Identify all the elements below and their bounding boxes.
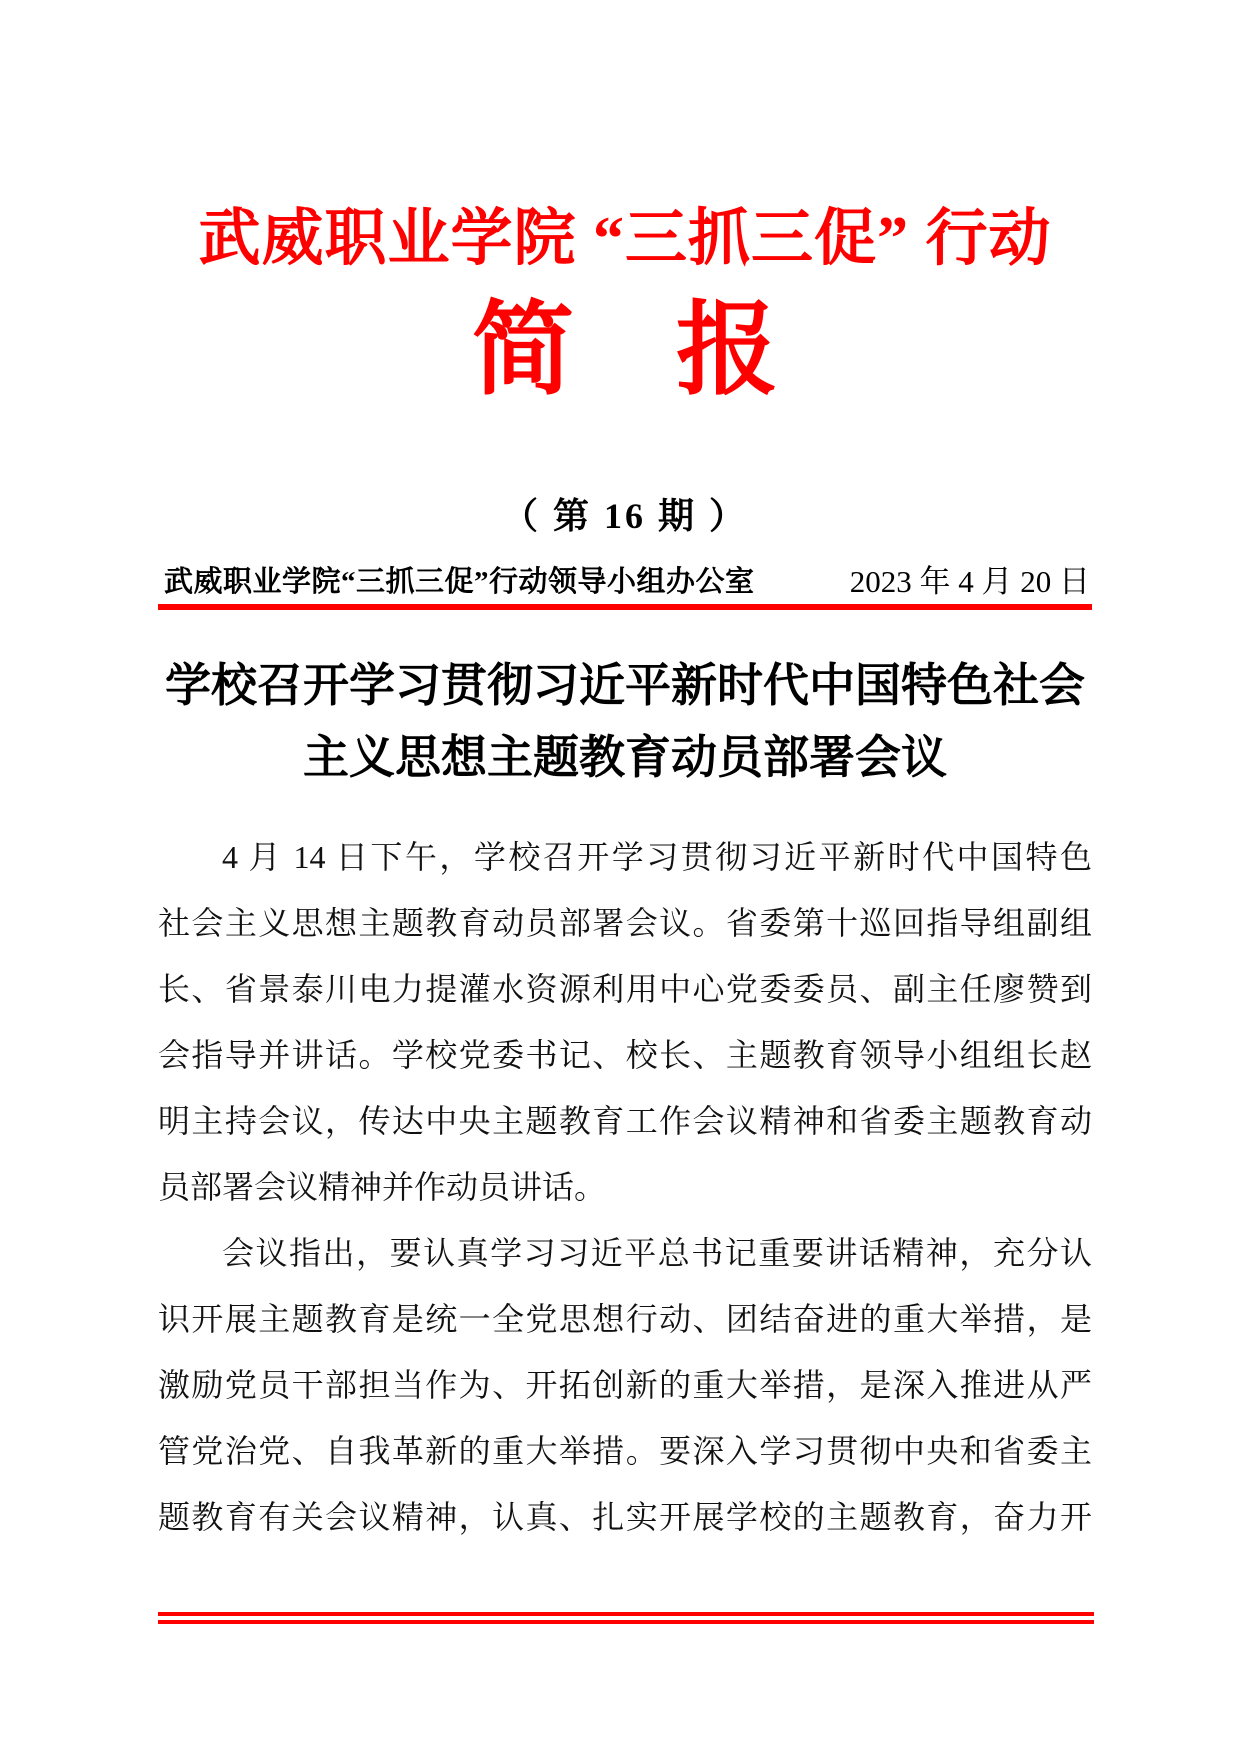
body-line: 社会主义思想主题教育动员部署会议。省委第十巡回指导组副组 (158, 905, 1092, 941)
body-line: 长、省景泰川电力提灌水资源利用中心党委委员、副主任廖赞到 (158, 971, 1092, 1007)
masthead-red-rule (158, 604, 1092, 610)
body-line: 4 月 14 日下午，学校召开学习贯彻习近平新时代中国特色 (222, 839, 1092, 875)
byline-row (158, 562, 1092, 602)
body-paragraph-2 (158, 1220, 1092, 1550)
article-heading (158, 650, 1092, 794)
body-line: 会议指出，要认真学习习近平总书记重要讲话精神，充分认 (222, 1235, 1092, 1271)
body-line: 明主持会议，传达中央主题教育工作会议精神和省委主题教育动 (158, 1103, 1092, 1139)
body-line: 激励党员干部担当作为、开拓创新的重大举措，是深入推进从严 (158, 1367, 1092, 1403)
body-paragraph-1 (158, 824, 1092, 1220)
issue-date: 2023 年 4 月 20 日 (849, 564, 1090, 599)
page-content (158, 0, 1092, 1550)
body-line: 管党治党、自我革新的重大举措。要深入学习贯彻中央和省委主 (158, 1433, 1092, 1469)
article-heading-line-2: 主义思想主题教育动员部署会议 (303, 732, 947, 783)
body-line: 题教育有关会议精神，认真、扎实开展学校的主题教育，奋力开 (158, 1499, 1092, 1535)
article-heading-line-1: 学校召开学习贯彻习近平新时代中国特色社会 (165, 660, 1085, 711)
issuing-office: 武威职业学院“三抓三促”行动领导小组办公室 (164, 566, 755, 598)
masthead-bulletin-title: 简 报 (472, 295, 778, 408)
body-line: 员部署会议精神并作动员讲话。 (158, 1169, 607, 1205)
body-line: 识开展主题教育是统一全党思想行动、团结奋进的重大举措，是 (158, 1301, 1092, 1337)
masthead-org-title: 武威职业学院 “三抓三促” 行动 (198, 205, 1052, 273)
article-body (158, 824, 1092, 1550)
issue-number: （ 第 16 期 ） (501, 496, 748, 536)
body-line: 会指导并讲话。学校党委书记、校长、主题教育领导小组组长赵 (158, 1037, 1092, 1073)
footer-double-red-rule (158, 1612, 1094, 1624)
